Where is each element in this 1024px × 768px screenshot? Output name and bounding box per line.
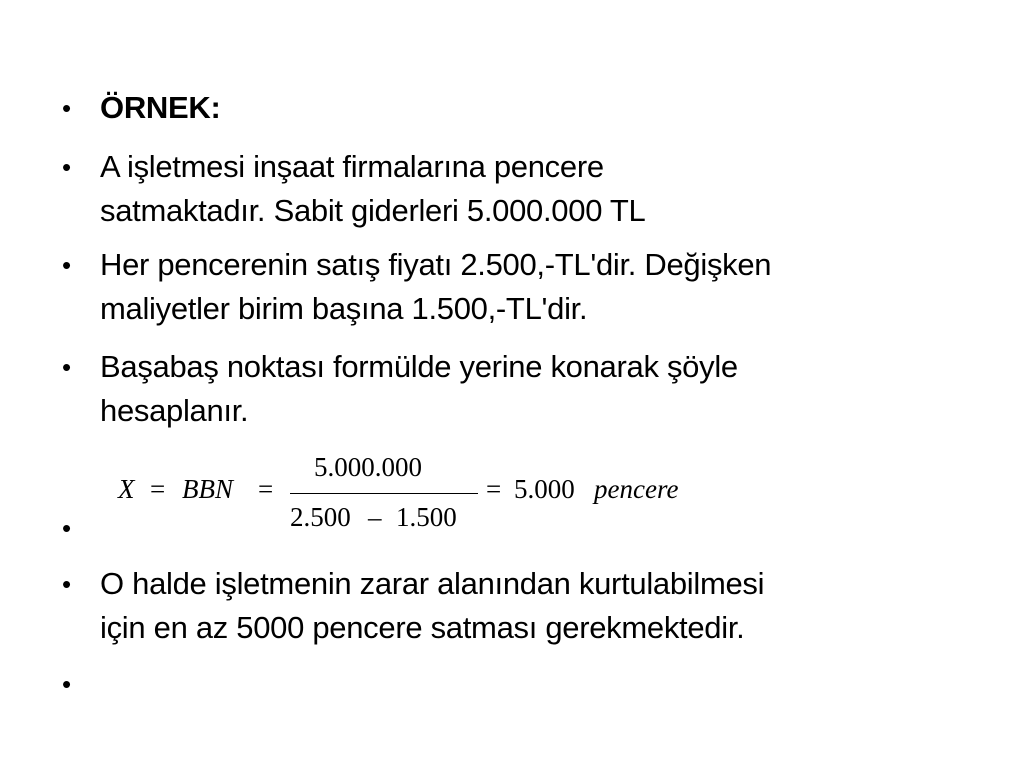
bullet-text-line: için en az 5000 pencere satması gerekmektedir. bbox=[100, 610, 745, 645]
bullet-icon: • bbox=[62, 352, 72, 382]
bullet-item-firma bbox=[62, 145, 962, 233]
bullet-icon: • bbox=[62, 93, 72, 123]
bullet-text-line: Her pencerenin satış fiyatı 2.500,-TL'dir. Değişken bbox=[100, 247, 772, 282]
formula-equals: = bbox=[258, 474, 274, 504]
bullet-text bbox=[100, 243, 962, 331]
formula-equals: = bbox=[150, 474, 166, 504]
bullet-text bbox=[100, 145, 962, 233]
formula-equals: = bbox=[486, 474, 502, 504]
bullet-text-line: Başabaş noktası formülde yerine konarak şöyle bbox=[100, 349, 738, 384]
formula-x: X bbox=[118, 474, 135, 504]
formula-result: 5.000 bbox=[514, 474, 575, 504]
bullet-item-basabas bbox=[62, 345, 962, 433]
formula-denominator-a: 2.500 bbox=[290, 502, 351, 532]
formula-unit: pencere bbox=[594, 474, 679, 504]
bullet-text-line: hesaplanır. bbox=[100, 393, 249, 428]
bullet-item-fiyat bbox=[62, 243, 962, 331]
bullet-text bbox=[100, 345, 962, 433]
bullet-icon: • bbox=[62, 250, 72, 280]
bullet-icon: • bbox=[62, 513, 72, 543]
bullet-text-line: O halde işletmenin zarar alanından kurtulabilmesi bbox=[100, 566, 765, 601]
formula-bbn: BBN bbox=[182, 474, 233, 504]
bullet-text-line: A işletmesi inşaat firmalarına pencere bbox=[100, 149, 604, 184]
bullet-icon: • bbox=[62, 669, 72, 699]
bullet-item-sonuc bbox=[62, 562, 962, 650]
bullet-icon: • bbox=[62, 569, 72, 599]
bullet-text-line: satmaktadır. Sabit giderleri 5.000.000 TL bbox=[100, 193, 646, 228]
formula-minus: – bbox=[368, 502, 382, 532]
formula-numerator: 5.000.000 bbox=[314, 452, 422, 482]
bullet-text: ÖRNEK: bbox=[100, 90, 221, 125]
fraction-bar bbox=[290, 493, 478, 494]
bullet-text-line: maliyetler birim başına 1.500,-TL'dir. bbox=[100, 291, 588, 326]
bullet-text bbox=[100, 562, 962, 650]
bullet-icon: • bbox=[62, 152, 72, 182]
formula-denominator-b: 1.500 bbox=[396, 502, 457, 532]
bbn-formula bbox=[118, 452, 718, 536]
